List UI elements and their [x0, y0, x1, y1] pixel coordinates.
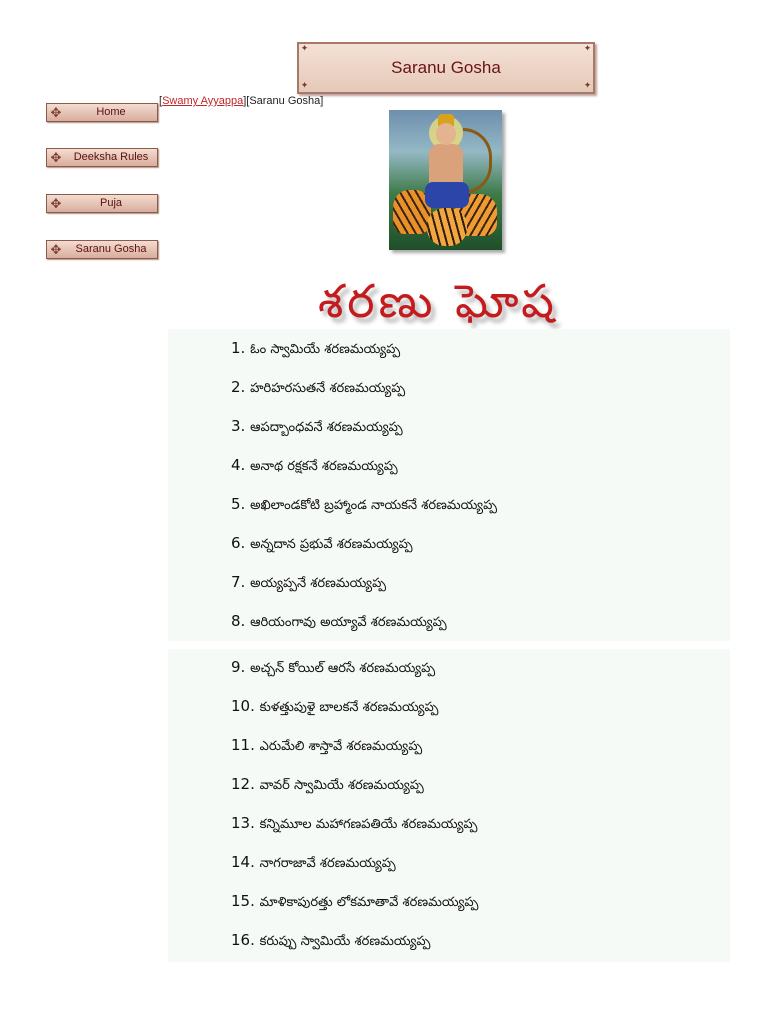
list-item: [231, 492, 711, 516]
item-text: నాగరాజావే శరణమయ్యప్ప: [259, 856, 396, 871]
breadcrumb-bracket: [: [159, 95, 163, 107]
list-item: [231, 889, 711, 913]
ayyappa-image: [389, 110, 502, 250]
item-number: 8.: [231, 612, 246, 630]
list-item: [231, 733, 711, 757]
item-text: ఆరియంగావు అయ్యావే శరణమయ్యప్ప: [250, 615, 447, 630]
item-text: వావర్ స్వామియే శరణమయ్యప్ప: [259, 778, 424, 793]
list-item: [231, 375, 711, 399]
star-icon: ✥: [50, 105, 62, 120]
breadcrumb-current: Saranu Gosha: [249, 95, 321, 107]
star-icon: ✥: [50, 196, 62, 211]
item-text: అనాథ రక్షకనే శరణమయ్యప్ప: [250, 459, 398, 474]
item-number: 1.: [231, 339, 246, 357]
item-text: అయ్యప్పనే శరణమయ్యప్ప: [250, 576, 387, 591]
nav-button-label: Home: [96, 106, 126, 118]
item-number: 15.: [231, 892, 255, 910]
list-item: [231, 531, 711, 555]
item-number: 2.: [231, 378, 246, 396]
item-text: మాళికాపురత్తు లోకమాతావే శరణమయ్యప్ప: [259, 895, 479, 910]
star-icon: ✥: [50, 150, 62, 165]
saranu-gosha-heading: శరణు ఘోష: [318, 274, 558, 328]
item-number: 9.: [231, 658, 246, 676]
item-text: కన్నిమూల మహాగణపతియే శరణమయ్యప్ప: [259, 817, 478, 832]
list-item: [231, 414, 711, 438]
nav-button-home[interactable]: [46, 103, 158, 122]
page-title: Saranu Gosha: [391, 58, 501, 77]
breadcrumb-bracket: ]: [320, 95, 324, 107]
item-number: 11.: [231, 736, 255, 754]
item-text: హరిహరసుతనే శరణమయ్యప్ప: [250, 381, 406, 396]
breadcrumb-link-swamy-ayyappa[interactable]: Swamy Ayyappa: [162, 95, 244, 107]
item-text: ఎరుమేలి శాస్తావే శరణమయ్యప్ప: [259, 739, 423, 754]
list-item: [231, 336, 711, 360]
item-number: 6.: [231, 534, 246, 552]
item-number: 7.: [231, 573, 246, 591]
item-text: కరుప్పు స్వామియే శరణమయ్యప్ప: [259, 934, 431, 949]
list-item: [231, 570, 711, 594]
title-banner: [297, 42, 595, 94]
breadcrumb: [159, 95, 323, 107]
nav-button-label: Puja: [99, 197, 123, 209]
banner-corner-icon: ✦: [583, 44, 592, 54]
list-item: [231, 694, 711, 718]
list-item: [231, 609, 711, 633]
nav-button-saranu-gosha[interactable]: [46, 240, 158, 259]
item-number: 4.: [231, 456, 246, 474]
item-number: 5.: [231, 495, 246, 513]
item-number: 10.: [231, 697, 255, 715]
item-number: 3.: [231, 417, 246, 435]
nav-button-deeksha-rules[interactable]: [46, 148, 158, 167]
item-text: కుళత్తుపుళై బాలకనే శరణమయ్యప్ప: [259, 700, 439, 715]
nav-button-puja[interactable]: [46, 194, 158, 213]
banner-corner-icon: ✦: [583, 81, 592, 91]
list-item: [231, 850, 711, 874]
list-item: [231, 453, 711, 477]
star-icon: ✥: [50, 242, 62, 257]
banner-corner-icon: ✦: [300, 44, 309, 54]
breadcrumb-separator: ][: [243, 95, 250, 107]
item-text: ఆపద్బాంధవనే శరణమయ్యప్ప: [250, 420, 403, 435]
item-text: అఖిలాండకోటి బ్రహ్మాండ నాయకనే శరణమయ్యప్ప: [250, 498, 498, 513]
item-number: 12.: [231, 775, 255, 793]
list-item: [231, 655, 711, 679]
item-number: 14.: [231, 853, 255, 871]
item-number: 16.: [231, 931, 255, 949]
nav-button-label: Saranu Gosha: [75, 243, 147, 255]
item-text: అన్నదాన ప్రభువే శరణమయ్యప్ప: [250, 537, 413, 552]
item-text: ఓం స్వామియే శరణమయ్యప్ప: [250, 342, 401, 357]
item-text: అచ్చన్ కోయిల్ ఆరసే శరణమయ్యప్ప: [250, 661, 436, 676]
list-item: [231, 811, 711, 835]
list-item: [231, 772, 711, 796]
nav-button-label: Deeksha Rules: [73, 151, 149, 163]
banner-corner-icon: ✦: [300, 81, 309, 91]
list-item: [231, 928, 711, 952]
item-number: 13.: [231, 814, 255, 832]
